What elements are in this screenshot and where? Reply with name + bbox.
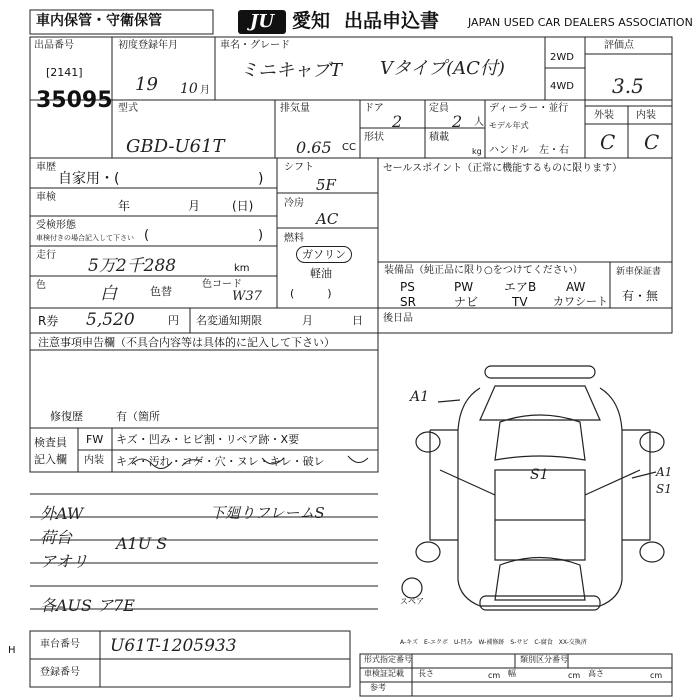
mileage-value: 5万2千288 [88,256,177,276]
equip-navi: ナビ [454,295,479,309]
hw-note-line3: アオリ [40,552,88,571]
notes-label: 注意事項申告欄（不具合内容等は具体的に記入して下さい） [38,336,335,349]
equip-aw: AW [566,280,586,294]
length-label: 長さ [418,669,434,678]
drive-4wd: 4WD [550,81,574,92]
shift-label: シフト [284,162,314,173]
registration-month-unit: 月 [200,85,210,96]
warranty-label: 新車保証書 [616,267,662,277]
mileage-label: 走行 [36,250,56,261]
inspection-year-label: 年 [118,199,131,213]
inspector-scribbles [112,450,378,472]
margin-mark: H [8,645,16,656]
diagram-mark-a1: A1 [410,389,430,405]
repair-history-label: 修復歴 [50,410,83,423]
shift-value: 5F [316,176,336,194]
acceptance-close: ) [258,228,264,243]
damage-legend: A-キズ E-エクボ U-凹み W-補修跡 S-サビ C-腐食 XX-交換済 [400,639,587,646]
model-label: 型式 [118,103,138,114]
inspection-label: 車検 [36,192,56,203]
equip-leather-seat: カワシート [553,295,608,308]
color-change-label: 色替 [150,285,172,298]
hw-note-line1: 外AW [40,504,84,523]
fuel-label: 燃料 [284,233,304,244]
recycle-label: R券 [38,314,59,328]
doors-label: ドア [364,103,384,114]
ac-value: AC [316,210,339,228]
shape-label: 形状 [364,132,384,143]
body-size-ref: 参考 [370,683,386,692]
diagram-mark-s1: S1 [530,467,549,483]
interior-grade: C [644,130,660,154]
height-unit: cm [650,671,663,680]
notice-deadline-label: 名変通知期限 [196,314,262,327]
equip-sr: SR [400,295,416,309]
equip-ps: PS [400,280,415,294]
registration-label: 初度登録年月 [118,40,178,51]
hw-note-line2-right: A1U S [116,534,168,553]
org-name: 愛知 [292,10,331,32]
inspector-label: 検査員記入欄 [34,436,67,466]
ju-logo: JU [238,10,286,34]
registration-year: 19 [135,74,158,95]
vehicle-name-label: 車名・グレード [220,40,290,51]
fuel-diesel: 軽油 [310,267,332,280]
lot-number: 35095 [36,88,113,113]
width-unit: cm [568,671,581,680]
repair-history-value: 有（箇所 [116,410,160,423]
vehicle-damage-diagram [400,360,670,620]
capacity-unit: 人 [474,117,484,128]
length-unit: cm [488,671,501,680]
grade-label: 評価点 [604,40,634,51]
color-code-label: 色コード [202,279,242,290]
acceptance-label: 受検形態 [36,220,76,231]
history-close: ) [258,171,264,187]
interior-label: 内装 [636,110,656,121]
acceptance-note: 車検付きの場合記入して下さい [36,234,134,242]
displacement-value: 0.65 [296,138,332,157]
equip-tv: TV [512,295,528,309]
equip-pw: PW [454,280,474,294]
vehicle-grade: Vタイプ(AC付) [380,58,505,79]
payload-label: 積載 [429,132,449,143]
inspector-interior-label: 内装 [84,455,104,466]
storage-label: 車内保管・守衛保管 [36,13,162,29]
model-code: GBD-U61T [126,136,225,157]
exterior-grade: C [600,130,616,154]
ac-label: 冷房 [284,198,304,209]
width-label: 幅 [508,669,516,678]
displacement-label: 排気量 [280,103,310,114]
notice-day-label: 日 [352,314,363,327]
history-value: 自家用・( [58,171,120,187]
plate-label: 登録番号 [40,667,80,678]
model-year-label: モデル年式 [489,121,529,130]
vehicle-name: ミニキャブT [240,60,343,81]
diagram-mark-right: A1 S1 [656,465,673,496]
classification-label: 類別区分番号 [520,655,568,664]
lot-bracket-number: [2141] [46,66,83,79]
color-value: 白 [100,284,117,304]
grade-score: 3.5 [612,74,644,98]
form-title: 出品申込書 [344,10,440,32]
displacement-unit: CC [342,142,356,153]
chassis-label: 車台番号 [40,639,80,650]
doors-value: 2 [392,112,403,131]
color-code-value: W37 [232,289,262,304]
body-size-label: 車検証記載 [364,669,404,678]
fuel-other: ( ) [290,287,332,300]
recycle-amount: 5,520 [86,310,135,330]
inspector-fw-items: キズ・凹み・ヒビ割・リペア跡・X要 [116,433,300,446]
exterior-label: 外装 [594,110,614,121]
inspector-fw-label: FW [86,433,104,446]
history-label: 車歴 [36,162,56,173]
fuel-gasoline-circled: ガソリン [296,246,352,263]
hw-note-line2: 荷台 [40,528,73,547]
chassis-number: U61T-1205933 [110,636,237,656]
inspection-month-label: 月 [188,199,201,213]
equip-airbag: エアB [504,280,537,294]
height-label: 高さ [588,669,604,678]
notice-month-label: 月 [302,314,313,327]
recycle-unit: 円 [168,314,179,327]
acceptance-value: ( [144,228,150,243]
drive-2wd: 2WD [550,52,574,63]
sales-point-label: セールスポイント（正常に機能するものに限ります） [383,163,623,174]
inspection-day-label: (日) [232,199,254,213]
spare-label: スペア [400,597,424,606]
equipment-label: 装備品（純正品に限り○をつけてください） [384,265,583,276]
capacity-label: 定員 [429,103,449,114]
association-name: JAPAN USED CAR DEALERS ASSOCIATION [468,16,693,29]
designation-label: 形式指定番号 [364,655,412,664]
capacity-value: 2 [452,112,463,131]
dealer-label: ディーラー・並行 [489,103,569,114]
handle-label: ハンドル 左・右 [489,145,569,156]
color-label: 色 [36,280,46,291]
registration-month: 10 [180,81,198,97]
inspector-interior-items: キズ・汚れ・コゲ・穴・ヌレ・キレ・破レ [116,455,325,468]
rear-items-label: 後日品 [383,313,413,324]
warranty-value: 有・無 [622,289,659,303]
hw-note-line4: 各AUS ア7E [40,596,135,615]
lot-label: 出品番号 [34,40,74,51]
payload-unit: kg [472,147,482,156]
mileage-unit: km [234,263,250,274]
hw-note-line1-right: 下廻りフレームS [210,504,325,522]
